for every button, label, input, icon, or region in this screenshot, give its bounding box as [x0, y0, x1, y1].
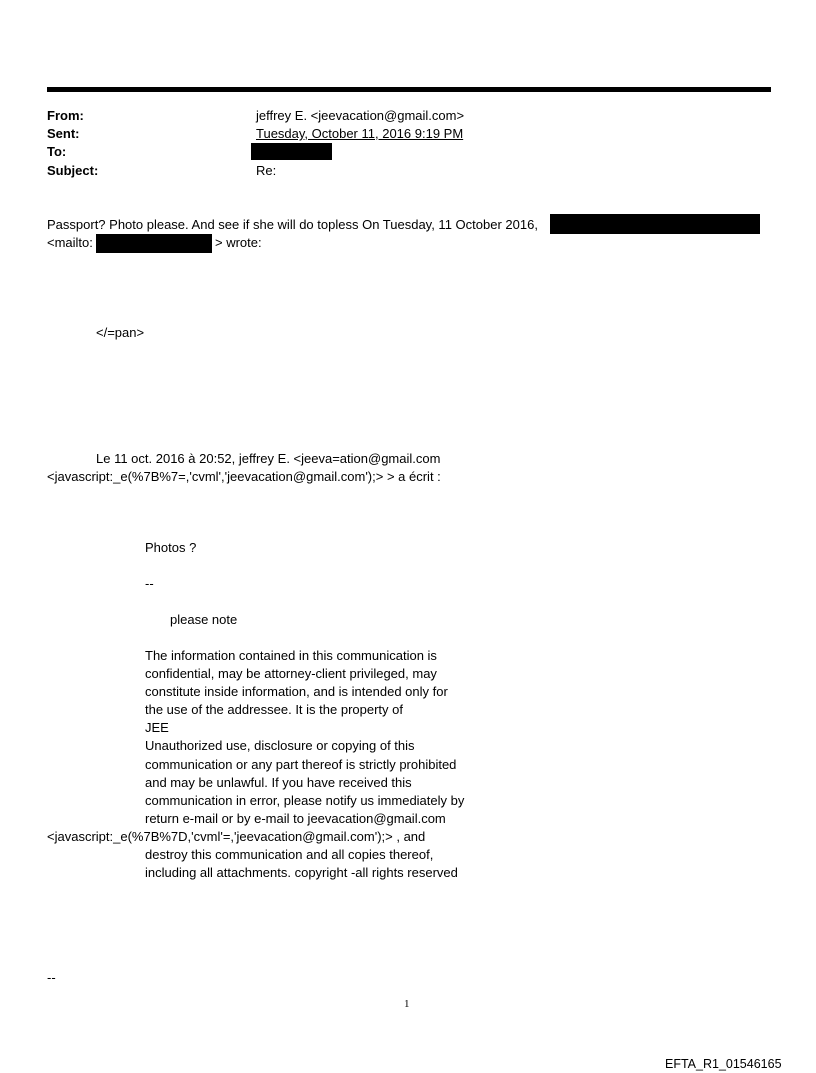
subject-value: Re:: [256, 163, 277, 178]
disclaimer-line: The information contained in this communication is: [145, 648, 437, 663]
disclaimer-line: destroy this communication and all copies thereof,: [145, 847, 434, 862]
bates-number: EFTA_R1_01546165: [665, 1057, 782, 1071]
page-number: 1: [404, 998, 410, 1010]
sent-label: Sent:: [47, 126, 80, 141]
disclaimer-line: including all attachments. copyright -all rights reserved: [145, 865, 458, 881]
disclaimer-line: JEE: [145, 720, 169, 736]
disclaimer-line: confidential, may be attorney-client privileged, may: [145, 666, 437, 682]
to-redaction: [251, 143, 332, 160]
signature-dashes: --: [145, 576, 154, 591]
mailto-prefix: <mailto:: [47, 235, 93, 250]
mailto-redaction: [96, 234, 212, 253]
photos-question: Photos ?: [145, 540, 197, 555]
pan-fragment: </=pan>: [96, 325, 145, 340]
javascript-line: <javascript:_e(%7B%7D,'cvml'=,'jeevacation@gmail.com');> , and: [47, 829, 426, 844]
mailto-suffix: > wrote:: [215, 235, 262, 250]
sent-value: Tuesday, October 11, 2016 9:19 PM: [256, 126, 464, 141]
disclaimer-end-block: [145, 846, 458, 882]
disclaimer-line: the use of the addressee. It is the property of: [145, 702, 403, 718]
please-note: please note: [170, 612, 238, 627]
body-line-1: Passport? Photo please. And see if she will do topless On Tuesday, 11 October 2016,: [47, 217, 538, 232]
disclaimer-line: constitute inside information, and is intended only for: [145, 684, 448, 700]
disclaimer-line: and may be unlawful. If you have received this: [145, 774, 412, 790]
from-label: From:: [47, 108, 84, 123]
disclaimer-line: communication in error, please notify us immediately by: [145, 792, 465, 808]
email-redaction-1: [550, 214, 760, 234]
disclaimer-line: return e-mail or by e-mail to jeevacation@gmail.com: [145, 810, 446, 826]
quote-line-2: <javascript:_e(%7B%7=,'cvml','jeevacation@gmail.com');> > a écrit :: [47, 469, 441, 484]
disclaimer-block: [145, 647, 464, 828]
trailing-dashes: --: [47, 970, 56, 985]
header-rule: [47, 87, 771, 92]
subject-label: Subject:: [47, 163, 99, 178]
disclaimer-line: Unauthorized use, disclosure or copying of this: [145, 738, 415, 754]
from-value: jeffrey E. <jeevacation@gmail.com>: [256, 108, 465, 123]
to-label: To:: [47, 144, 67, 159]
quote-line-1: Le 11 oct. 2016 à 20:52, jeffrey E. <jeeva=ation@gmail.com: [96, 451, 441, 466]
disclaimer-line: communication or any part thereof is strictly prohibited: [145, 756, 457, 772]
